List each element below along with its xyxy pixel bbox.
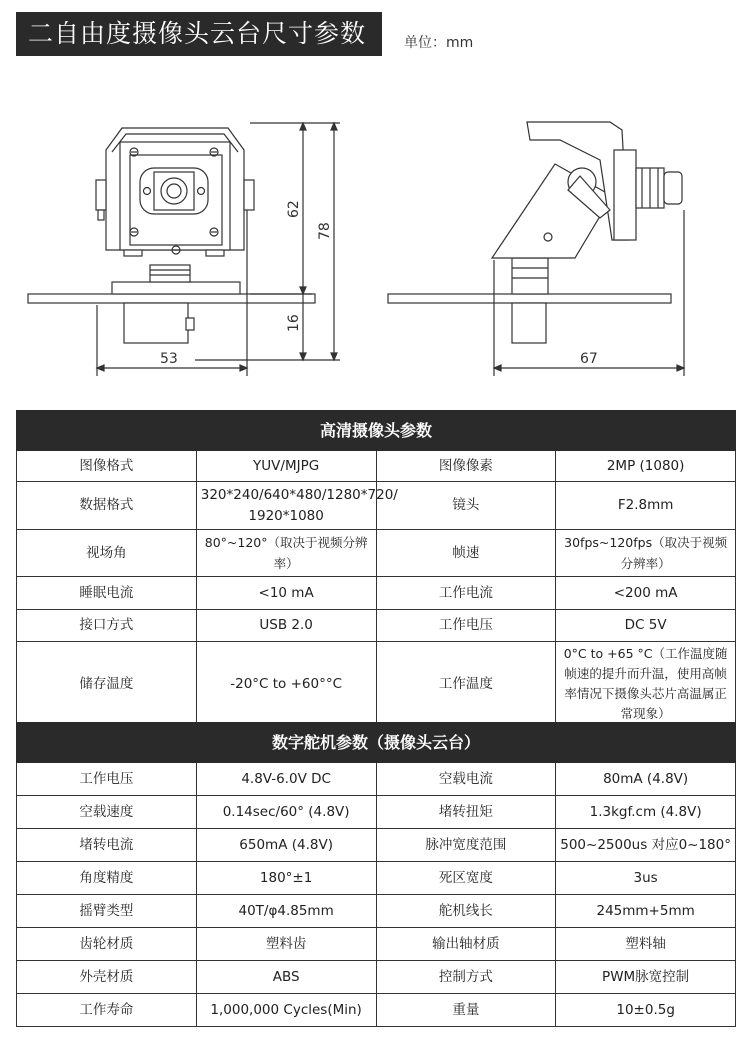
cell-key: 接口方式 (17, 610, 197, 642)
cell-key: 空载电流 (376, 763, 556, 796)
table-row (17, 451, 736, 482)
cell-value: <10 mA (196, 577, 376, 610)
cell-value: USB 2.0 (196, 610, 376, 642)
cell-value: YUV/MJPG (196, 451, 376, 482)
cell-key: 图像像素 (376, 451, 556, 482)
dim-front-height-top: 62 (286, 200, 302, 218)
cell-key: 角度精度 (17, 862, 197, 895)
table-row (17, 610, 736, 642)
cell-value: <200 mA (556, 577, 736, 610)
cell-value: 1,000,000 Cycles(Min) (196, 994, 376, 1027)
cell-value: 10±0.5g (556, 994, 736, 1027)
cell-value: 4.8V-6.0V DC (196, 763, 376, 796)
unit-label: 单位：mm (404, 35, 474, 51)
cell-key: 空载速度 (17, 796, 197, 829)
cell-key: 输出轴材质 (376, 928, 556, 961)
cell-value: 塑料齿 (196, 928, 376, 961)
cell-key: 镜头 (376, 482, 556, 530)
table-row (17, 994, 736, 1027)
table-row (17, 642, 736, 727)
cell-value: F2.8mm (556, 482, 736, 530)
table-row (17, 895, 736, 928)
cell-key: 工作寿命 (17, 994, 197, 1027)
cell-key: 死区宽度 (376, 862, 556, 895)
cell-key: 摇臂类型 (17, 895, 197, 928)
table-row (17, 577, 736, 610)
cell-key: 控制方式 (376, 961, 556, 994)
dimension-drawing (0, 100, 750, 390)
cell-value: 320*240/640*480/1280*720/ 1920*1080 (196, 482, 376, 530)
dim-side-width: 67 (580, 351, 598, 367)
table-row (17, 482, 736, 530)
dim-front-height-total: 78 (317, 222, 333, 240)
cell-key: 工作电压 (376, 610, 556, 642)
cell-value: 180°±1 (196, 862, 376, 895)
cell-value: DC 5V (556, 610, 736, 642)
servo-table-title: 数字舵机参数（摄像头云台） (17, 723, 736, 763)
cell-key: 脉冲宽度范围 (376, 829, 556, 862)
table-row (17, 530, 736, 577)
cell-key: 堵转扭矩 (376, 796, 556, 829)
cell-value: ABS (196, 961, 376, 994)
cell-value: 3us (556, 862, 736, 895)
cell-key: 工作电流 (376, 577, 556, 610)
cell-key: 视场角 (17, 530, 197, 577)
cell-key: 帧速 (376, 530, 556, 577)
cell-key: 外壳材质 (17, 961, 197, 994)
cell-key: 储存温度 (17, 642, 197, 727)
table-row (17, 829, 736, 862)
cell-key: 重量 (376, 994, 556, 1027)
cell-value: 塑料轴 (556, 928, 736, 961)
page-title: 二自由度摄像头云台尺寸参数 (16, 12, 382, 56)
table-row (17, 796, 736, 829)
cell-key: 工作温度 (376, 642, 556, 727)
servo-params-table (16, 722, 736, 1027)
cell-value: 650mA (4.8V) (196, 829, 376, 862)
cell-value: 40T/φ4.85mm (196, 895, 376, 928)
camera-table-title: 高清摄像头参数 (17, 411, 736, 451)
camera-params-table (16, 410, 736, 727)
cell-key: 睡眠电流 (17, 577, 197, 610)
cell-value: PWM脉宽控制 (556, 961, 736, 994)
dim-front-height-bottom: 16 (286, 314, 302, 332)
cell-value: -20°C to +60°°C (196, 642, 376, 727)
cell-key: 舵机线长 (376, 895, 556, 928)
cell-key: 图像格式 (17, 451, 197, 482)
cell-value: 1.3kgf.cm (4.8V) (556, 796, 736, 829)
cell-value: 2MP (1080) (556, 451, 736, 482)
cell-value: 0°C to +65 °C（工作温度随帧速的提升而升温，使用高帧率情况下摄像头芯片高温属正常现象） (556, 642, 736, 727)
dim-front-width: 53 (160, 351, 178, 367)
cell-value: 0.14sec/60° (4.8V) (196, 796, 376, 829)
cell-key: 数据格式 (17, 482, 197, 530)
cell-value: 30fps~120fps（取决于视频分辨率） (556, 530, 736, 577)
table-row (17, 763, 736, 796)
cell-value: 245mm+5mm (556, 895, 736, 928)
cell-key: 堵转电流 (17, 829, 197, 862)
cell-value: 80mA (4.8V) (556, 763, 736, 796)
table-row (17, 862, 736, 895)
cell-value: 80°~120°（取决于视频分辨率） (196, 530, 376, 577)
cell-key: 齿轮材质 (17, 928, 197, 961)
table-row (17, 928, 736, 961)
cell-value: 500~2500us 对应0~180° (556, 829, 736, 862)
cell-key: 工作电压 (17, 763, 197, 796)
table-row (17, 961, 736, 994)
